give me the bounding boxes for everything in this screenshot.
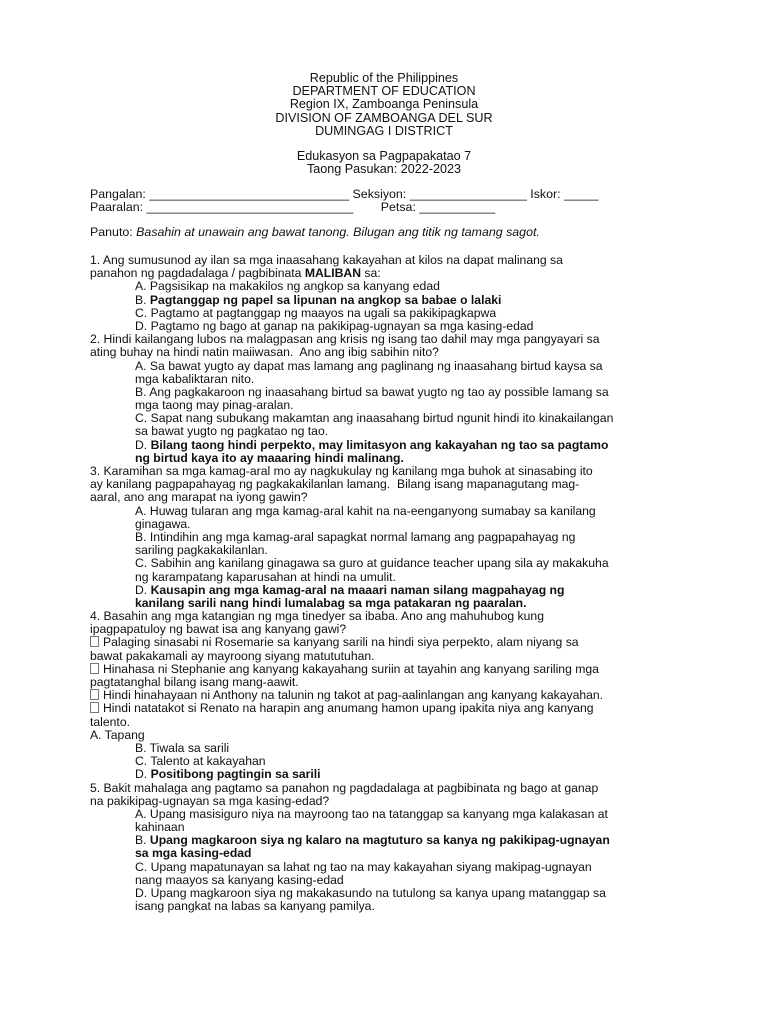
student-info-fields [90, 188, 730, 215]
q4-item-2-line-2: pagtatanghal bilang isang mang-aawit. [90, 675, 299, 689]
q1-option-b[interactable] [90, 294, 690, 307]
q3-option-d-letter: D. [135, 582, 151, 597]
subject-title: Edukasyon sa Pagpapakatao 7 [296, 149, 472, 163]
subject-block [0, 150, 768, 176]
q3-option-c-line-2: ng karampatang kaparusahan at hindi na umulit. [135, 569, 396, 584]
q1-option-b-letter: B. [135, 292, 150, 307]
q1-option-b-text: Pagtanggap ng papel sa lipunan na angkop sa babae o lalaki [149, 292, 502, 307]
header-line-deped: DEPARTMENT OF EDUCATION [292, 84, 476, 99]
header-line-district: DUMINGAG I DISTRICT [315, 123, 453, 138]
q3-stem-line-3: aaral, ano ang marapat na iyong gawin? [90, 490, 308, 505]
q3-option-c-line-1[interactable]: C. Sabihin ang kanilang ginagawa sa guro at guidance teacher upang sila ay makakuha [135, 556, 609, 571]
header-line-republic: Republic of the Philippines [309, 71, 459, 85]
q4-item-1-line-1 [90, 636, 690, 649]
q1-option-a[interactable]: A. Pagsisikap na makakilos ng angkop sa kanyang edad [135, 279, 440, 294]
checkbox-bullet-icon [90, 636, 99, 647]
q1-option-c[interactable]: C. Pagtamo at pagtanggap ng maayos na ugali sa pakikipagkapwa [135, 305, 497, 320]
q1-stem-text: panahon ng pagdadalaga / pagbibinata [90, 266, 305, 281]
q2-option-b-line-1[interactable]: B. Ang pagkakaroon ng inaasahang birtud sa bawat yugto ng tao ay possible lamang sa [135, 384, 609, 399]
q2-option-c-line-1[interactable]: C. Sapat nang subukang makamtan ang inaasahang birtud ngunit hindi ito kinakailangan [135, 411, 614, 426]
q3-option-b-line-2: sariling pagkakakilanlan. [135, 543, 268, 558]
q4-option-d-letter: D. [135, 767, 151, 782]
questions-list [90, 254, 690, 913]
q2-stem-line-2: ating buhay na hindi natin maiiwasan. Ano ang ibig sabihin nito? [90, 345, 439, 360]
q4-item-1-line-2: bawat pakakamali ay mayroong siyang matututuhan. [90, 648, 375, 663]
q1-stem-line-1: 1. Ang sumusunod ay ilan sa mga inaasahang kakayahan at kilos na dapat malinang sa [90, 253, 563, 267]
q4-item-1-text: Palaging sinasabi ni Rosemarie sa kanyang sarili na hindi siya perpekto, alam niyang sa [103, 635, 579, 650]
q4-option-b[interactable]: B. Tiwala sa sarili [135, 740, 230, 755]
q2-option-c-line-2: sa bawat yugto ng pagkatao ng tao. [135, 424, 329, 439]
q3-option-d-line-1[interactable] [90, 584, 690, 597]
q2-option-d-line-1[interactable] [90, 439, 690, 452]
q1-stem-end: sa: [361, 266, 381, 281]
q4-option-d[interactable] [90, 768, 690, 781]
q2-option-b-line-2: mga taong may pinag-aralan. [135, 398, 294, 413]
q3-option-a-line-2: ginagawa. [135, 516, 191, 531]
q5-option-b-letter: B. [135, 833, 150, 848]
q4-option-a[interactable]: A. Tapang [90, 727, 145, 742]
q5-option-a-line-1[interactable]: A. Upang masisiguro niya na mayroong tao na tatanggap sa kanyang mga kalakasan at [135, 806, 608, 821]
q2-option-a-line-2: mga kabaliktaran nito. [135, 371, 255, 386]
instructions-label: Panuto: [90, 225, 137, 239]
q2-option-d-line-2: ng birtud kaya ito ay maaaring hindi malinang. [135, 450, 404, 465]
checkbox-bullet-icon [90, 689, 99, 700]
q5-option-d-line-2: isang pangkat na labas sa kanyang pamilya. [135, 899, 375, 914]
checkbox-bullet-icon [90, 663, 99, 674]
q5-option-b-text: Upang magkaroon siya ng kalaro na magtuturo sa kanya ng pakikipag-ugnayan [149, 833, 610, 848]
q4-item-4-line-2: talento. [90, 714, 130, 729]
q4-item-4-text: Hindi natatakot si Renato na harapin ang anumang hamon upang ipakita niya ang kanyang [103, 701, 594, 716]
q5-option-c-line-2: nang maayos sa kanyang kasing-edad [135, 872, 344, 887]
q5-stem-line-1: 5. Bakit mahalaga ang pagtamo sa panahon ng pagdadalaga at pagbibinata ng bago at ganap [90, 780, 599, 795]
q3-stem-line-2: ay kanilang pagpapahayag ng pagkakakilanlan lamang. Bilang isang mapanagutang mag- [90, 477, 580, 492]
q1-emphasis-maliban: MALIBAN [304, 266, 362, 281]
q4-stem-line-1: 4. Basahin ang mga katangian ng mga tinedyer sa ibaba. Ano ang mahuhubog kung [90, 609, 544, 624]
checkbox-bullet-icon [90, 702, 99, 713]
document-header [0, 72, 768, 138]
header-line-division: DIVISION OF ZAMBOANGA DEL SUR [275, 110, 493, 125]
q4-option-d-text: Positibong pagtingin sa sarili [150, 767, 321, 782]
q3-option-d-line-2: kanilang sarili nang hindi lumalabag sa mga patakaran ng paaralan. [135, 595, 527, 610]
q4-item-4-line-1 [90, 702, 690, 715]
q5-option-d-line-1[interactable]: D. Upang magkaroon siya ng makakasundo na tutulong sa kanya upang matanggap sa [135, 886, 606, 900]
field-row-name-section-score[interactable]: Pangalan: _____________________________ Seksiyon: _________________ Iskor: _____ [90, 187, 599, 201]
q5-option-a-line-2: kahinaan [135, 820, 185, 835]
q4-option-c[interactable]: C. Talento at kakayahan [135, 754, 266, 769]
q4-item-3-text: Hindi hinahayaan ni Anthony na talunin ng takot at pag-aalinlangan ang kanyang kakayahan. [103, 688, 604, 703]
q5-stem-line-2: na pakikipag-ugnayan sa mga kasing-edad? [90, 793, 330, 808]
instructions [90, 226, 730, 239]
q2-option-d-letter: D. [135, 437, 151, 452]
q2-option-a-line-1[interactable]: A. Sa bawat yugto ay dapat mas lamang ang paglinang ng inaasahang birtud kaysa sa [135, 358, 603, 373]
q4-item-2-text: Hinahasa ni Stephanie ang kanyang kakayahang suriin at tayahin ang kanyang sariling mga [103, 661, 599, 676]
q1-option-d[interactable]: D. Pagtamo ng bago at ganap na pakikipag-ugnayan sa mga kasing-edad [135, 318, 534, 333]
q3-option-d-text: Kausapin ang mga kamag-aral na maaari naman silang magpahayag ng [150, 582, 565, 597]
q4-stem-line-2: ipagpapatuloy ng bawat isa ang kanyang gawi? [90, 622, 347, 637]
q5-option-c-line-1[interactable]: C. Upang mapatunayan sa lahat ng tao na may kakayahan siyang makipag-ugnayan [135, 859, 592, 874]
q2-option-d-text: Bilang taong hindi perpekto, may limitasyon ang kakayahan ng tao sa pagtamo [150, 437, 609, 452]
q5-option-b-line-2: sa mga kasing-edad [135, 846, 252, 861]
q2-stem-line-1: 2. Hindi kailangang lubos na malagpasan ang krisis ng isang tao dahil may mga pangyayari sa [90, 332, 600, 347]
instructions-text: Basahin at unawain ang bawat tanong. Bilugan ang titik ng tamang sagot. [136, 225, 540, 239]
school-year: Taong Pasukan: 2022-2023 [306, 162, 462, 177]
header-line-region: Region IX, Zamboanga Peninsula [289, 97, 479, 112]
q3-option-b-line-1[interactable]: B. Intindihin ang mga kamag-aral sapagkat normal lamang ang pagpapahayag ng [135, 529, 576, 544]
q3-option-a-line-1[interactable]: A. Huwag tularan ang mga kamag-aral kahit na na-eenganyong sumabay sa kanilang [135, 503, 596, 518]
q3-stem-line-1: 3. Karamihan sa mga kamag-aral mo ay nagkukulay ng kanilang mga buhok at sinasabing ito [90, 464, 593, 478]
field-row-school-date[interactable]: Paaralan: ______________________________ Petsa: ___________ [90, 200, 496, 215]
